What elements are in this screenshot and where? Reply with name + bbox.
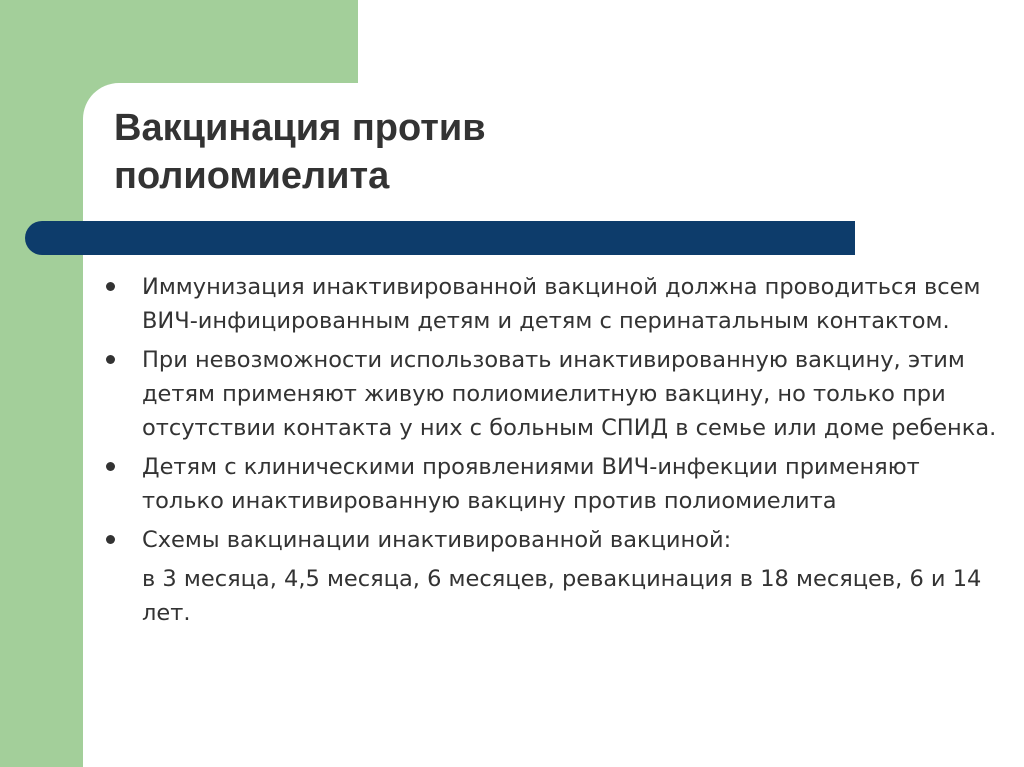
bullet-dot-icon <box>106 282 115 291</box>
bullet-item <box>106 523 1006 557</box>
bullet-dot-icon <box>106 355 115 364</box>
bullet-text: Детям с клиническими проявлениями ВИЧ-инфекции применяют только инактивированную вакцину против полиомиелита <box>142 454 920 514</box>
bullet-text: При невозможности использовать инактивированную вакцину, этим детям применяют живую полиомиелитную вакцину, но только при отсутствии контакта у них с больным СПИД в семье или доме ребенка. <box>142 347 997 441</box>
bullet-text: Схемы вакцинации инактивированной вакциной: <box>142 527 732 553</box>
bullet-dot-icon <box>106 462 115 471</box>
title-divider-bar <box>25 221 855 255</box>
slide-body <box>106 270 1006 630</box>
bullet-item <box>106 270 1006 338</box>
bullet-dot-icon <box>106 535 115 544</box>
title-line-1: Вакцинация против <box>114 107 486 149</box>
title-line-2: полиомиелита <box>114 155 390 197</box>
bullet-item <box>106 343 1006 445</box>
slide-title <box>114 104 486 200</box>
vaccination-schedule-text: в 3 месяца, 4,5 месяца, 6 месяцев, ревакцинация в 18 месяцев, 6 и 14 лет. <box>142 566 982 626</box>
bullet-item <box>106 450 1006 518</box>
bullet-list <box>106 270 1006 557</box>
bullet-text: Иммунизация инактивированной вакциной должна проводиться всем ВИЧ-инфицированным детям и детям с перинатальным контактом. <box>142 274 981 334</box>
